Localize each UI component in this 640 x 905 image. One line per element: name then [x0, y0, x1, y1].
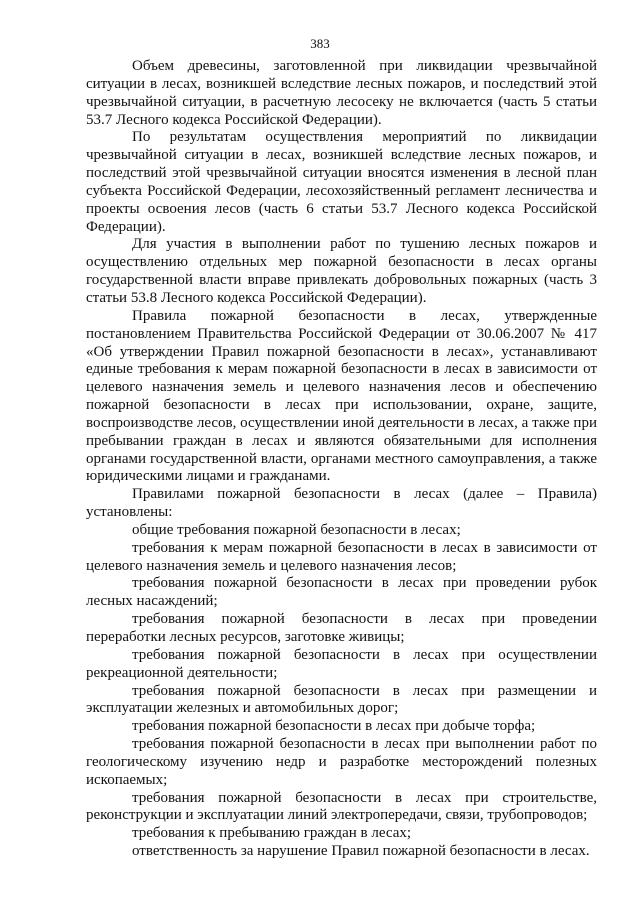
body-text [86, 58, 597, 861]
paragraph: Правила пожарной безопасности в лесах, утвержденные постановлением Правительства Российской Федерации от 30.06.2007 № 417 «Об утверждении Правил пожарной безопасности в лесах», устанавливают единые требования к мерам пожарной безопасности в лесах в зависимости от целевого назначения земель и целевого назначения лесов и обеспечению пожарной безопасности в лесах при использовании, охране, защите, воспроизводстве лесов, осуществлении иной деятельности в лесах, а также при пребывании граждан в лесах и являются обязательными для исполнения органами государственной власти, органами местного самоуправления, а также юридическими лицами и гражданами. [86, 307, 597, 485]
list-item: требования пожарной безопасности в лесах при проведении рубок лесных насаждений; [86, 575, 597, 610]
list-item: требования пожарной безопасности в лесах при строительстве, реконструкции и эксплуатации линий электропередачи, связи, трубопроводов; [86, 789, 597, 824]
paragraph: Объем древесины, заготовленной при ликвидации чрезвычайной ситуации в лесах, возникшей вследствие лесных пожаров, и последствий этой чрезвычайной ситуации, в расчетную лесосеку не включается (часть 5 статьи 53.7 Лесного кодекса Российской Федерации). [86, 58, 597, 128]
list-item: требования к пребыванию граждан в лесах; [132, 825, 412, 842]
list-item: требования пожарной безопасности в лесах при выполнении работ по геологическому изучению недр и разработке месторождений полезных ископаемых; [86, 736, 597, 788]
list-item: общие требования пожарной безопасности в лесах; [132, 521, 461, 538]
paragraph: Для участия в выполнении работ по тушению лесных пожаров и осуществлению отдельных мер пожарной безопасности в лесах органы государственной власти вправе привлекать добровольных пожарных (часть 3 статьи 53.8 Лесного кодекса Российской Федерации). [86, 236, 597, 306]
list-item: требования пожарной безопасности в лесах при размещении и эксплуатации железных и автомобильных дорог; [86, 682, 597, 717]
list-item: требования пожарной безопасности в лесах при добыче торфа; [132, 718, 536, 735]
page-number: 383 [310, 36, 330, 51]
list-item: требования к мерам пожарной безопасности в лесах в зависимости от целевого назначения земель и целевого назначения лесов; [86, 539, 597, 574]
list-item: требования пожарной безопасности в лесах при проведении переработки лесных ресурсов, заготовке живицы; [86, 611, 597, 645]
list-item: ответственность за нарушение Правил пожарной безопасности в лесах. [132, 843, 590, 860]
paragraph: Правилами пожарной безопасности в лесах (далее – Правила) установлены: [86, 486, 597, 521]
paragraph: По результатам осуществления мероприятий по ликвидации чрезвычайной ситуации в лесах, возникшей вследствие лесных пожаров, и последствий этой чрезвычайной ситуации вносятся изменения в лесной план субъекта Российской Федерации, лесохозяйственный регламент лесничества и проекты освоения лесов (часть 6 статьи 53.7 Лесного кодекса Российской Федерации). [86, 129, 597, 235]
list-item: требования пожарной безопасности в лесах при осуществлении рекреационной деятельности; [86, 646, 597, 681]
